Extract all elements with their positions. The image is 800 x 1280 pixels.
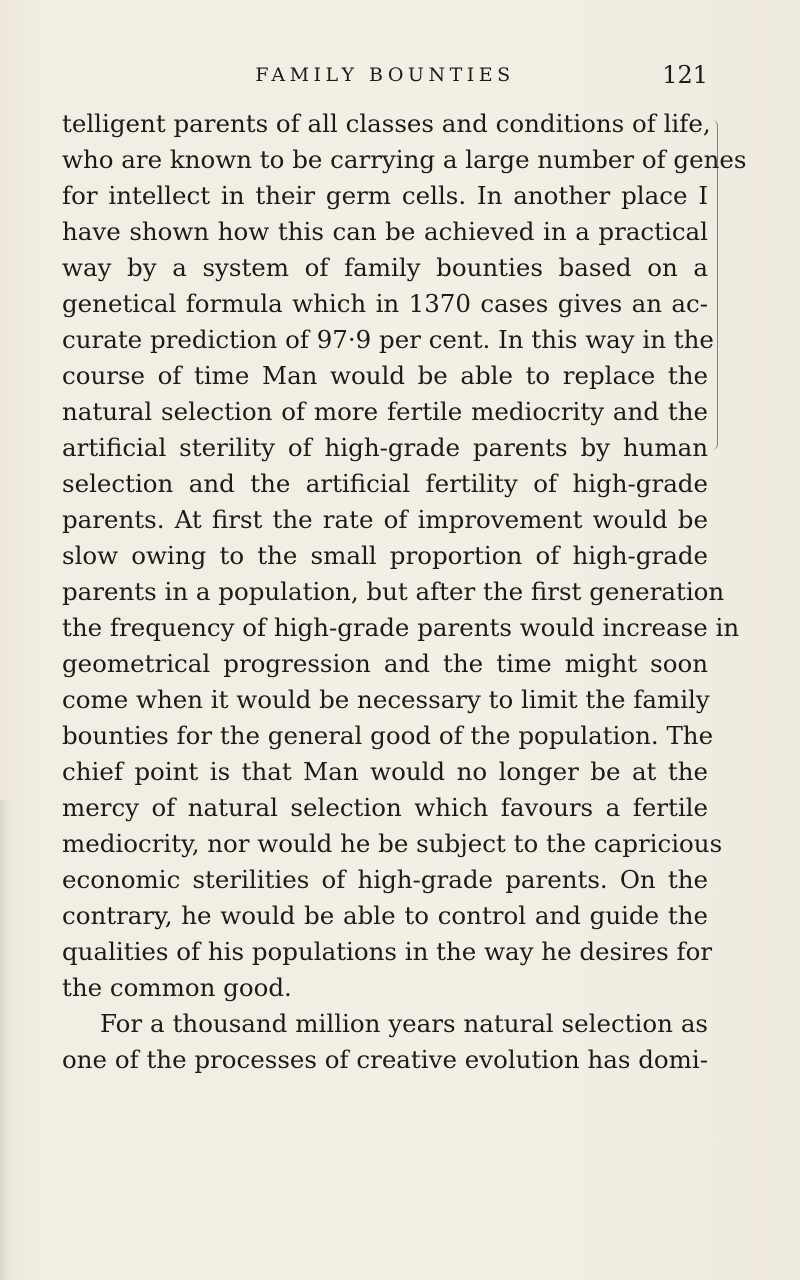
text-line: economic sterilities of high-grade parents. On the — [62, 865, 708, 894]
text-line: bounties for the general good of the population. The — [62, 721, 714, 750]
text-line: genetical formula which in 1370 cases gives an ac- — [62, 289, 708, 318]
gutter-shadow — [0, 800, 10, 1280]
text-line: artificial sterility of high-grade parents by human — [62, 433, 708, 462]
text-line: who are known to be carrying a large number of genes — [62, 145, 747, 174]
text-line: mediocrity, nor would he be subject to the capricious — [62, 829, 723, 858]
text-line: one of the processes of creative evolution has domi- — [62, 1045, 708, 1074]
body-text — [62, 106, 747, 1078]
text-line: geometrical progression and the time might soon — [62, 649, 708, 678]
text-line: course of time Man would be able to replace the — [62, 361, 708, 390]
text-line: the frequency of high-grade parents would increase in — [62, 613, 740, 642]
text-line-paragraph-start: For a thousand million years natural selection as — [100, 1009, 708, 1038]
text-line: come when it would be necessary to limit the family — [62, 685, 710, 714]
text-line: have shown how this can be achieved in a practical — [62, 217, 708, 246]
text-line: slow owing to the small proportion of high-grade — [62, 541, 708, 570]
text-line: qualities of his populations in the way he desires for — [62, 937, 713, 966]
text-line: telligent parents of all classes and conditions of life, — [62, 109, 711, 138]
text-line: curate prediction of 97·9 per cent. In this way in the — [62, 325, 714, 354]
text-line: parents. At first the rate of improvement would be — [62, 505, 708, 534]
running-title: FAMILY BOUNTIES — [255, 64, 515, 86]
text-line: contrary, he would be able to control and guide the — [62, 901, 708, 930]
text-line-paragraph-end: the common good. — [62, 973, 292, 1002]
text-line: mercy of natural selection which favours a fertile — [62, 793, 708, 822]
text-line: for intellect in their germ cells. In another place I — [62, 181, 708, 210]
text-line: parents in a population, but after the first generation — [62, 577, 725, 606]
text-line: chief point is that Man would no longer be at the — [62, 757, 708, 786]
page-number: 121 — [662, 61, 708, 89]
text-line: way by a system of family bounties based on a — [62, 253, 708, 282]
running-head — [62, 60, 708, 90]
text-line: selection and the artificial fertility of high-grade — [62, 469, 708, 498]
text-line: natural selection of more fertile mediocrity and the — [62, 397, 708, 426]
